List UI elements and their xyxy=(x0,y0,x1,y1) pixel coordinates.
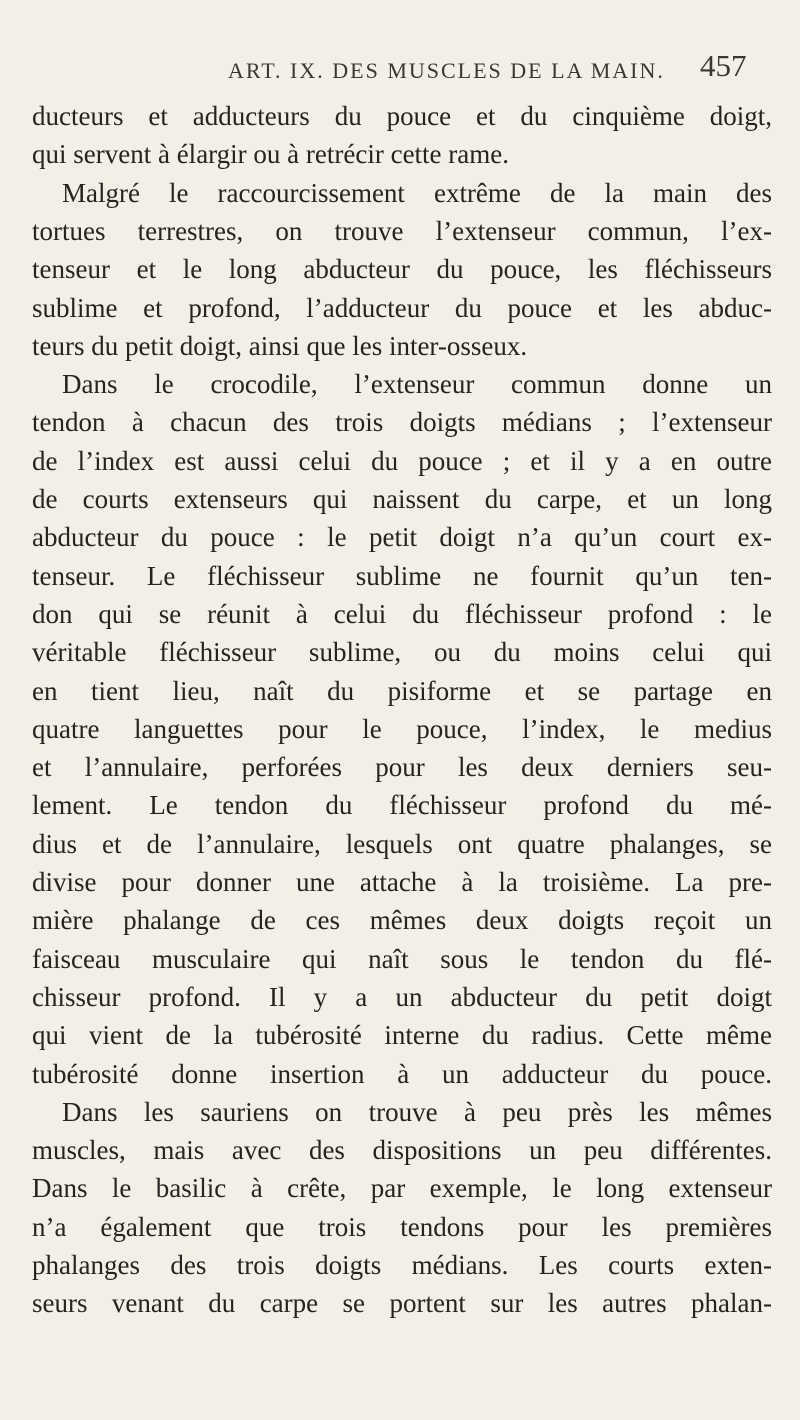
page-number: 457 xyxy=(700,48,747,83)
text-line-19: lement. Le tendon du fléchisseur profond du mé- xyxy=(32,790,772,821)
text-line-25: qui vient de la tubérosité interne du radius. Cette même xyxy=(32,1020,772,1051)
text-line-15: véritable fléchisseur sublime, ou du moins celui qui xyxy=(32,637,772,668)
text-line-24: chisseur profond. Il y a un abducteur du petit doigt xyxy=(32,981,772,1012)
text-line-7: teurs du petit doigt, ainsi que les inter-osseux. xyxy=(32,330,528,361)
text-line-13: tenseur. Le fléchisseur sublime ne fournit qu’un ten- xyxy=(32,560,772,591)
text-line-32: seurs venant du carpe se portent sur les autres phalan- xyxy=(32,1288,772,1319)
text-line-23: faisceau musculaire qui naît sous le tendon du flé- xyxy=(32,943,772,974)
text-line-30: n’a également que trois tendons pour les premières xyxy=(32,1211,772,1242)
text-line-16: en tient lieu, naît du pisiforme et se partage en xyxy=(32,675,772,706)
text-line-17: quatre languettes pour le pouce, l’index, le medius xyxy=(32,713,772,744)
text-line-8: Dans le crocodile, l’extenseur commun donne un xyxy=(62,369,772,400)
text-line-28: muscles, mais avec des dispositions un peu différentes. xyxy=(32,1135,772,1166)
text-line-3: Malgré le raccourcissement extrême de la main des xyxy=(62,177,772,208)
text-line-29: Dans le basilic à crête, par exemple, le long extenseur xyxy=(32,1173,772,1204)
running-head: ART. IX. DES MUSCLES DE LA MAIN. xyxy=(228,58,665,83)
text-line-31: phalanges des trois doigts médians. Les courts exten- xyxy=(32,1250,772,1280)
text-line-22: mière phalange de ces mêmes deux doigts reçoit un xyxy=(32,905,772,936)
text-line-1: ducteurs et adducteurs du pouce et du cinquième doigt, xyxy=(32,101,772,131)
text-line-21: divise pour donner une attache à la troisième. La pre- xyxy=(32,867,772,897)
text-line-9: tendon à chacun des trois doigts médians ; l’extenseur xyxy=(32,407,772,438)
text-line-26: tubérosité donne insertion à un adducteur du pouce. xyxy=(32,1058,772,1089)
text-line-20: dius et de l’annulaire, lesquels ont quatre phalanges, se xyxy=(32,828,772,859)
text-line-18: et l’annulaire, perforées pour les deux derniers seu- xyxy=(32,752,772,783)
text-line-12: abducteur du pouce : le petit doigt n’a qu’un court ex- xyxy=(32,522,772,553)
text-line-11: de courts extenseurs qui naissent du carpe, et un long xyxy=(32,484,772,514)
text-line-10: de l’index est aussi celui du pouce ; et il y a en outre xyxy=(32,445,772,476)
text-line-2: qui servent à élargir ou à retrécir cette rame. xyxy=(32,139,509,170)
text-line-14: don qui se réunit à celui du fléchisseur profond : le xyxy=(32,598,772,629)
text-line-6: sublime et profond, l’adducteur du pouce et les abduc- xyxy=(32,292,772,323)
text-line-5: tenseur et le long abducteur du pouce, les fléchisseurs xyxy=(32,254,772,285)
text-line-4: tortues terrestres, on trouve l’extenseur commun, l’ex- xyxy=(32,215,772,246)
text-line-27: Dans les sauriens on trouve à peu près les mêmes xyxy=(62,1096,772,1127)
